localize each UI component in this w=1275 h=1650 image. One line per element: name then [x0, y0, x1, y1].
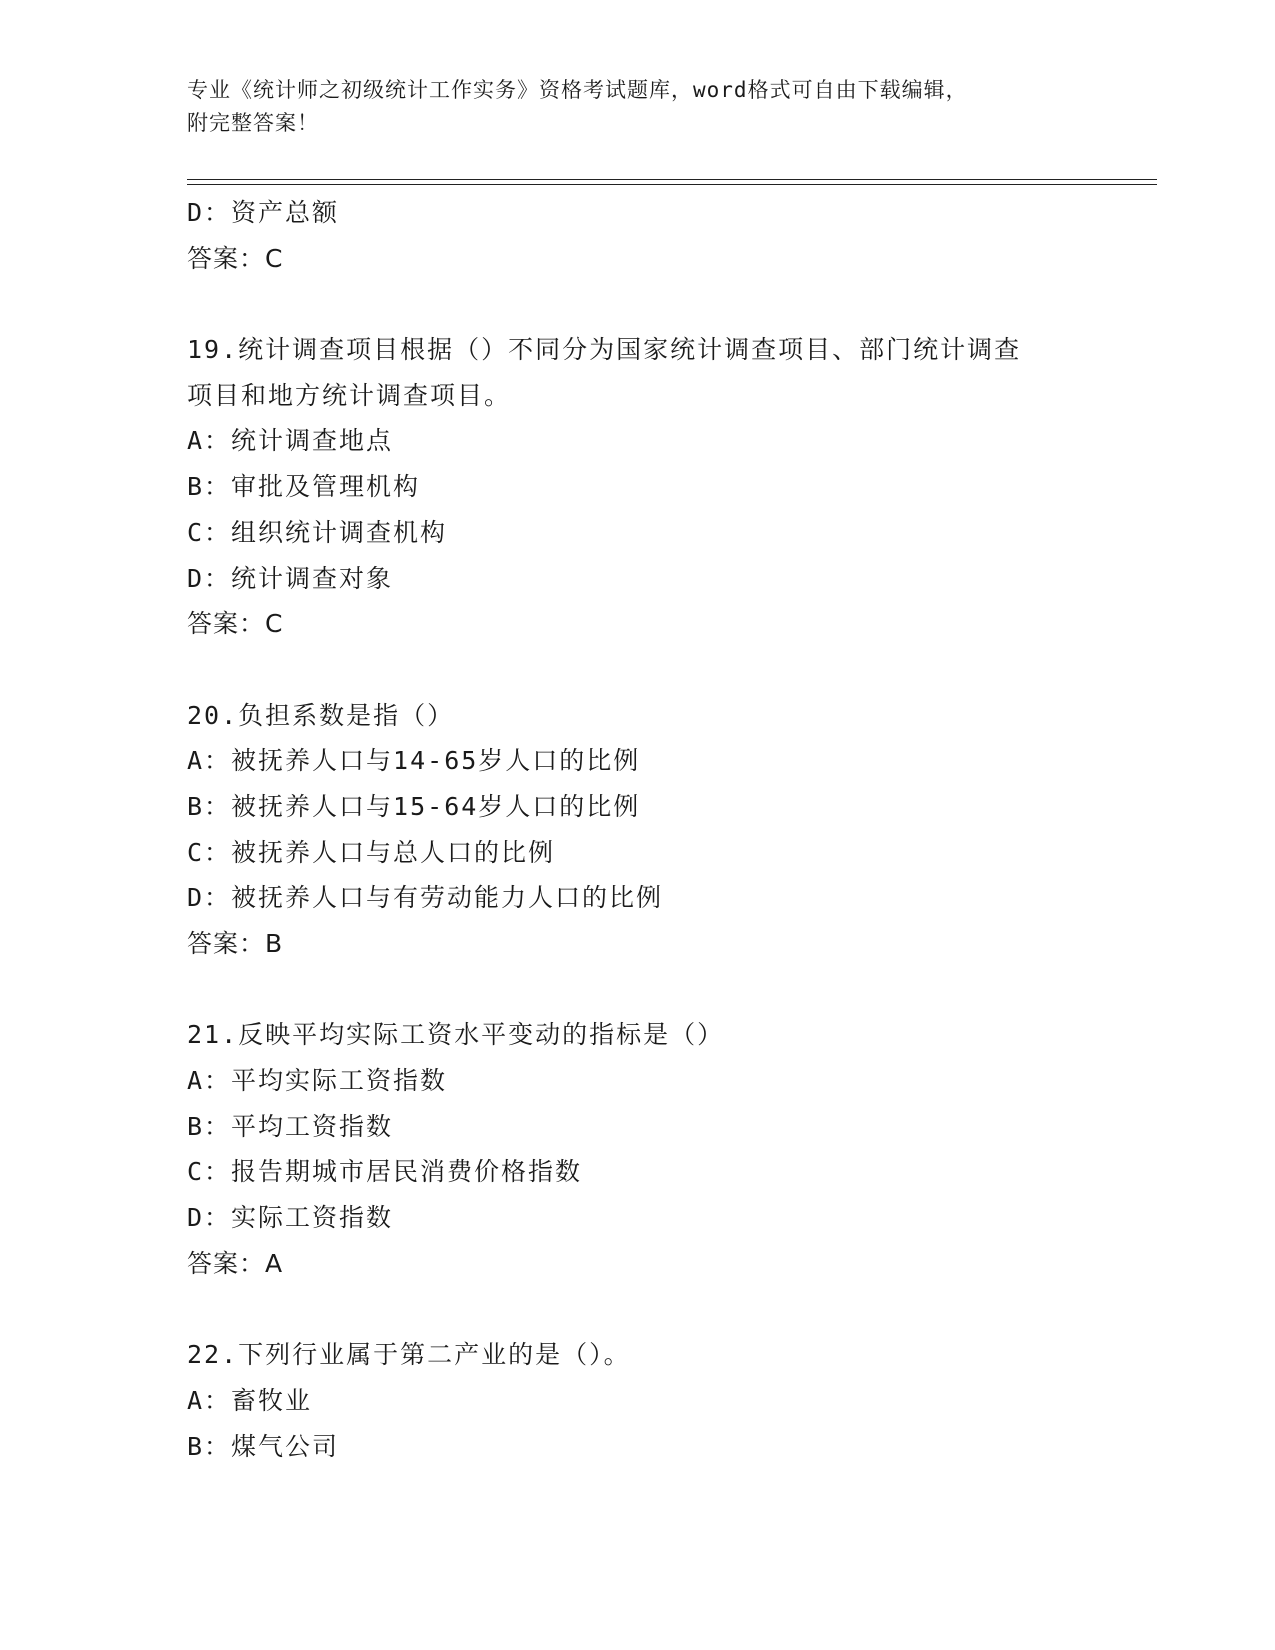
q19-stem-line-2: 项目和地方统计调查项目。 [187, 380, 512, 410]
q22-option-a: A：畜牧业 [187, 1385, 313, 1415]
document-header [187, 74, 1087, 140]
header-line-1: 专业《统计师之初级统计工作实务》资格考试题库，word格式可自由下载编辑， [187, 78, 968, 102]
q21-option-b: B：平均工资指数 [187, 1111, 394, 1141]
q21-option-a: A：平均实际工资指数 [187, 1066, 448, 1096]
q21-stem-line-1: 21.反映平均实际工资水平变动的指标是（） [187, 1020, 725, 1050]
q18-option-d: D：资产总额 [187, 198, 340, 227]
document-page [187, 0, 1157, 1650]
q20-stem-line-1: 20.负担系数是指（） [187, 700, 455, 730]
q22-option-b: B：煤气公司 [187, 1431, 340, 1461]
q20-option-c: C：被抚养人口与总人口的比例 [187, 837, 556, 867]
spacer [187, 647, 1157, 693]
q19-option-b: B：审批及管理机构 [187, 472, 421, 502]
q19-answer: 答案：C [187, 609, 284, 639]
header-divider [187, 179, 1157, 185]
q20-option-d: D：被抚养人口与有劳动能力人口的比例 [187, 883, 664, 913]
q21-answer: 答案：A [187, 1248, 284, 1278]
spacer [187, 1287, 1157, 1333]
q19-option-c: C：组织统计调查机构 [187, 517, 448, 547]
q20-option-a: A：被抚养人口与14-65岁人口的比例 [187, 746, 641, 776]
q20-option-b: B：被抚养人口与15-64岁人口的比例 [187, 791, 641, 821]
header-line-2: 附完整答案！ [187, 111, 319, 135]
q18-answer: 答案：C [187, 243, 284, 273]
q19-option-d: D：统计调查对象 [187, 563, 394, 593]
q20-answer: 答案：B [187, 929, 284, 958]
q21-option-c: C：报告期城市居民消费价格指数 [187, 1157, 583, 1187]
question-list [187, 190, 1157, 1469]
q21-option-d: D：实际工资指数 [187, 1203, 394, 1233]
q19-stem-line-1: 19.统计调查项目根据（）不同分为国家统计调查项目、部门统计调查 [187, 335, 1022, 365]
spacer [187, 281, 1157, 327]
q22-stem-line-1: 22.下列行业属于第二产业的是（）。 [187, 1340, 631, 1370]
spacer [187, 967, 1157, 1013]
q19-option-a: A：统计调查地点 [187, 426, 394, 456]
